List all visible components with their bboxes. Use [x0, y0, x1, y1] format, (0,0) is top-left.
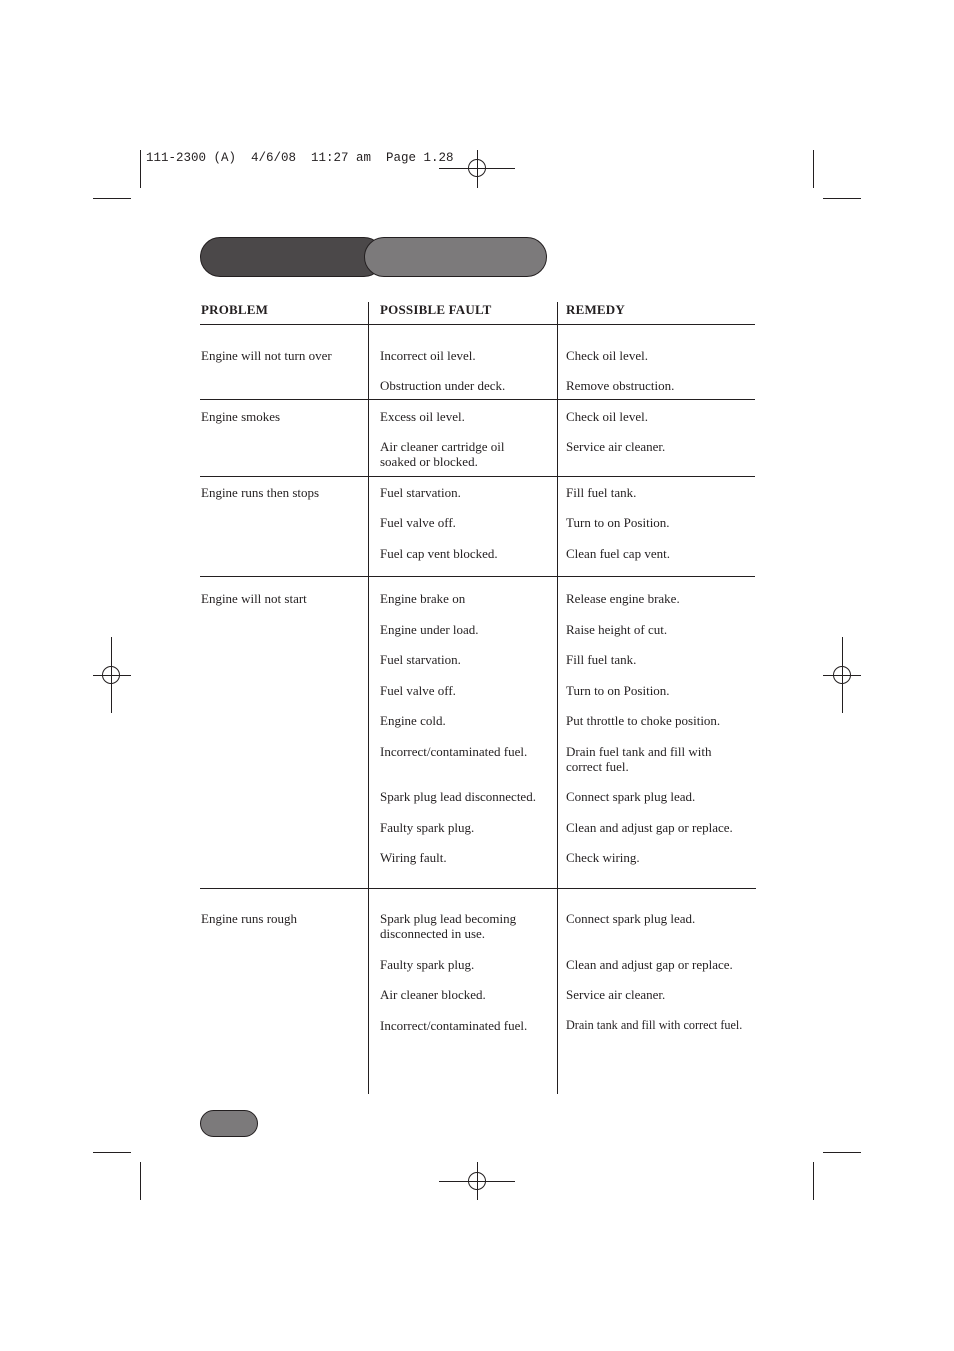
- problem-cell: Engine smokes: [201, 409, 281, 424]
- crop-mark: [140, 1162, 141, 1200]
- fault-cell: Engine brake on: [380, 591, 466, 606]
- problem-cell: Engine will not turn over: [201, 348, 332, 363]
- fault-cell: Faulty spark plug.: [380, 820, 475, 835]
- fault-cell: Fuel valve off.: [380, 683, 456, 698]
- fault-cell: Obstruction under deck.: [380, 378, 506, 393]
- crop-mark: [823, 198, 861, 199]
- fault-cell: Engine cold.: [380, 713, 446, 728]
- group-rule: [200, 576, 755, 577]
- remedy-cell: Check wiring.: [566, 850, 640, 865]
- fault-cell: Fuel starvation.: [380, 485, 461, 500]
- remedy-cell: Service air cleaner.: [566, 987, 666, 1002]
- header-rule: [200, 324, 755, 325]
- crop-mark: [813, 150, 814, 188]
- fault-cell: Incorrect/contaminated fuel.: [380, 744, 528, 759]
- problem-cell: Engine runs then stops: [201, 485, 320, 500]
- fault-cell: Fuel valve off.: [380, 515, 456, 530]
- crop-mark: [140, 150, 141, 188]
- group-rule: [200, 888, 756, 889]
- remedy-cell: Drain fuel tank and fill with correct fuel.: [566, 744, 712, 774]
- fault-cell: Wiring fault.: [380, 850, 447, 865]
- crop-mark: [823, 1152, 861, 1153]
- remedy-cell: Clean and adjust gap or replace.: [566, 820, 733, 835]
- fault-cell: Spark plug lead becoming disconnected in use.: [380, 911, 517, 941]
- fault-cell: Incorrect oil level.: [380, 348, 476, 363]
- remedy-cell: Turn to on Position.: [566, 683, 670, 698]
- fault-cell: Air cleaner blocked.: [380, 987, 486, 1002]
- crop-mark: [93, 1152, 131, 1153]
- remedy-cell: Clean fuel cap vent.: [566, 546, 670, 561]
- problem-cell: Engine runs rough: [201, 911, 298, 926]
- fault-cell: Faulty spark plug.: [380, 957, 475, 972]
- crop-mark: [93, 198, 131, 199]
- header-possible-fault: POSSIBLE FAULT: [380, 302, 492, 317]
- group-rule: [200, 399, 755, 400]
- remedy-cell: Put throttle to choke position.: [566, 713, 721, 728]
- remedy-cell: Fill fuel tank.: [566, 652, 637, 667]
- fault-cell: Fuel starvation.: [380, 652, 461, 667]
- fault-cell: Air cleaner cartridge oil soaked or blocked.: [380, 439, 505, 469]
- remedy-cell: Turn to on Position.: [566, 515, 670, 530]
- remedy-cell: Clean and adjust gap or replace.: [566, 957, 733, 972]
- column-divider: [368, 302, 369, 1094]
- fault-cell: Fuel cap vent blocked.: [380, 546, 498, 561]
- remedy-cell: Check oil level.: [566, 348, 648, 363]
- print-slug: 111-2300 (A) 4/6/08 11:27 am Page 1.28: [146, 151, 454, 165]
- header-problem: PROBLEM: [201, 302, 269, 317]
- remedy-cell: Release engine brake.: [566, 591, 680, 606]
- header-remedy: REMEDY: [566, 302, 625, 317]
- remedy-cell: Raise height of cut.: [566, 622, 668, 637]
- fault-cell: Spark plug lead disconnected.: [380, 789, 536, 804]
- problem-cell: Engine will not start: [201, 591, 307, 606]
- remedy-cell: Connect spark plug lead.: [566, 789, 696, 804]
- page-number-pill: [200, 1110, 258, 1137]
- fault-cell: Excess oil level.: [380, 409, 465, 424]
- fault-cell: Engine under load.: [380, 622, 479, 637]
- column-divider: [557, 302, 558, 1094]
- remedy-cell: Check oil level.: [566, 409, 648, 424]
- section-tab-dark: [200, 237, 384, 277]
- remedy-cell: Connect spark plug lead.: [566, 911, 696, 926]
- fault-cell: Incorrect/contaminated fuel.: [380, 1018, 528, 1033]
- group-rule: [200, 476, 755, 477]
- section-tab-light: [364, 237, 547, 277]
- remedy-cell: Remove obstruction.: [566, 378, 675, 393]
- remedy-cell: Fill fuel tank.: [566, 485, 637, 500]
- crop-mark: [813, 1162, 814, 1200]
- remedy-cell: Drain tank and fill with correct fuel.: [566, 1018, 743, 1032]
- remedy-cell: Service air cleaner.: [566, 439, 666, 454]
